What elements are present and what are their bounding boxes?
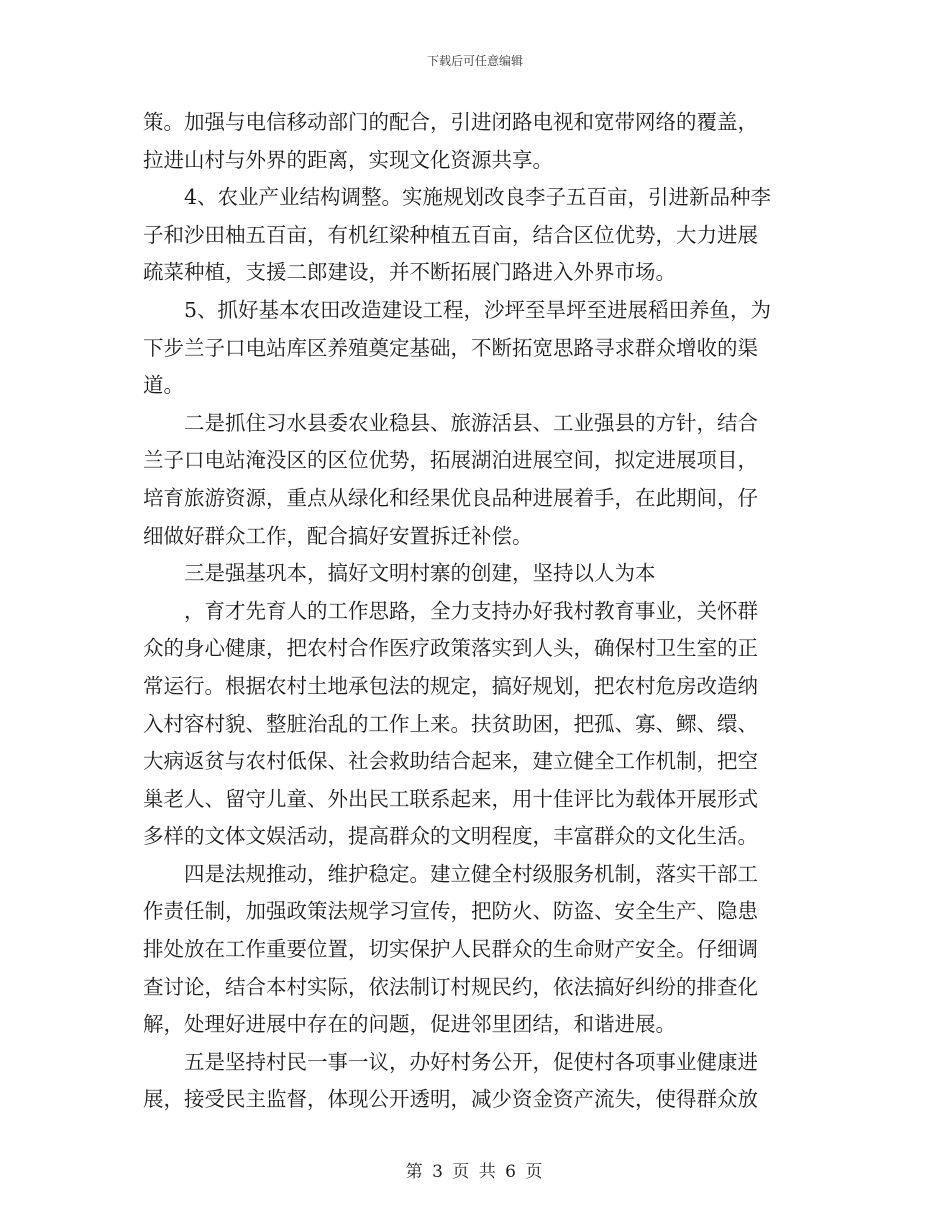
- text-line: 下步兰子口电站库区养殖奠定基础，不断拓宽思路寻求群众增收的渠: [143, 335, 758, 360]
- text-line: 多样的文体文娱活动，提高群众的文明程度，丰富群众的文化生活。: [143, 824, 758, 849]
- text-line: 查讨论，结合本村实际，依法制订村规民约，依法搞好纠纷的排查化: [143, 974, 758, 999]
- text-line: 子和沙田柚五百亩，有机红梁种植五百亩，结合区位优势，大力进展: [143, 222, 758, 247]
- text-line: 巢老人、留守儿童、外出民工联系起来，用十佳评比为载体开展形式: [143, 786, 758, 811]
- paragraph: [143, 292, 811, 405]
- paragraph: [143, 1044, 811, 1119]
- text-line: 策。加强与电信移动部门的配合，引进闭路电视和宽带网络的覆盖，: [143, 110, 758, 134]
- text-line: 兰子口电站淹没区的区位优势，拓展湖泊进展空间，拟定进展项目，: [143, 448, 758, 473]
- text-line: 拉进山村与外界的距离，实现文化资源共享。: [143, 147, 553, 172]
- paragraph: [143, 179, 811, 292]
- text-line: 常运行。根据农村土地承包法的规定，搞好规划，把农村危房改造纳: [143, 673, 758, 698]
- text-line: 展，接受民主监督，体现公开透明，减少资金资产流失，使得群众放: [143, 1087, 758, 1112]
- text-line: 五是坚持村民一事一议，办好村务公开，促使村各项事业健康进: [184, 1049, 758, 1074]
- paragraph: [143, 405, 811, 555]
- text-line: 三是强基巩本，搞好文明村寨的创建，坚持以人为本: [184, 561, 656, 586]
- text-line: 细做好群众工作，配合搞好安置拆迁补偿。: [143, 523, 533, 548]
- text-line: 大病返贫与农村低保、社会救助结合起来，建立健全工作机制，把空: [143, 749, 758, 774]
- text-line: 四是法规推动，维护稳定。建立健全村级服务机制，落实干部工: [184, 861, 758, 886]
- paragraph: [143, 104, 811, 179]
- paragraph: [143, 593, 811, 856]
- document-body: [143, 104, 811, 1119]
- paragraph: [143, 856, 811, 1044]
- text-line: 5、抓好基本农田改造建设工程，沙坪至旱坪至进展稻田养鱼，为: [184, 297, 772, 322]
- text-line: 4、农业产业结构调整。实施规划改良李子五百亩，引进新品种李: [184, 185, 772, 210]
- text-line: 众的身心健康，把农村合作医疗政策落实到人头，确保村卫生室的正: [143, 636, 758, 661]
- text-line: 解，处理好进展中存在的问题，促进邻里团结，和谐进展。: [143, 1012, 676, 1037]
- text-line: 排处放在工作重要位置，切实保护人民群众的生命财产安全。仔细调: [143, 937, 758, 962]
- text-line: ，育才先育人的工作思路，全力支持办好我村教育事业，关怀群: [184, 598, 758, 623]
- text-line: 疏菜种植，支援二郎建设，并不断拓展门路进入外界市场。: [143, 260, 676, 285]
- text-line: 二是抓住习水县委农业稳县、旅游活县、工业强县的方针，结合: [184, 410, 758, 435]
- paragraph: [143, 555, 811, 593]
- text-line: 入村容村貌、整脏治乱的工作上来。扶贫助困，把孤、寡、鳏、缳、: [143, 711, 758, 736]
- page-number-footer: 第 3 页 共 6 页: [405, 1162, 545, 1182]
- text-line: 培育旅游资源，重点从绿化和经果优良品种进展着手，在此期间，仔: [143, 485, 758, 510]
- text-line: 作责任制，加强政策法规学习宣传，把防火、防盗、安全生产、隐患: [143, 899, 758, 924]
- text-line: 道。: [143, 373, 184, 398]
- page-header: 下载后可任意编辑: [426, 54, 523, 68]
